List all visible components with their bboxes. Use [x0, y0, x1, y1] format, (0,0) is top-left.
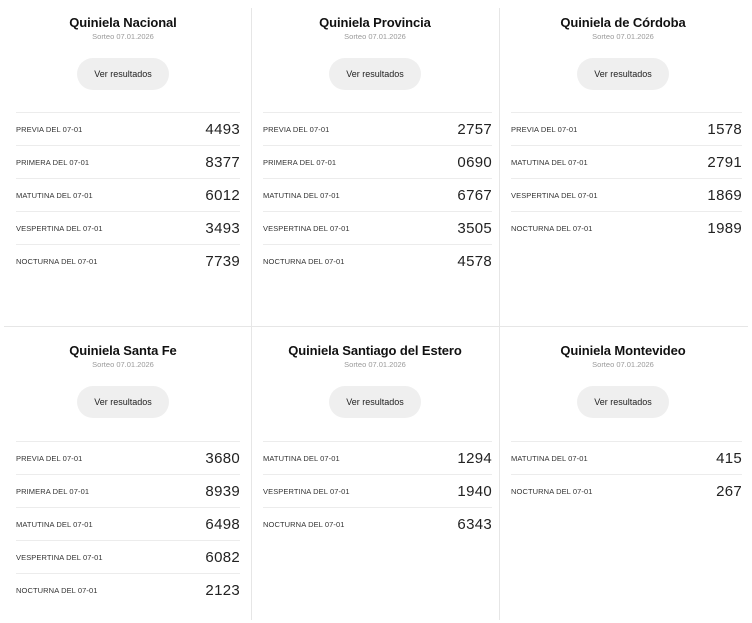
draw-name: NOCTURNA DEL 07-01: [263, 519, 345, 529]
ver-resultados-button[interactable]: Ver resultados: [577, 386, 669, 418]
winning-number: 2123: [205, 581, 240, 599]
draw-date: Sorteo 07.01.2026: [592, 32, 654, 41]
result-row: [263, 211, 492, 244]
results-list: [511, 441, 742, 507]
draw-name: VESPERTINA DEL 07-01: [16, 223, 103, 233]
card-title: Quiniela Provincia: [319, 15, 431, 30]
winning-number: 6082: [205, 548, 240, 566]
draw-name: MATUTINA DEL 07-01: [263, 453, 340, 463]
result-row: [16, 244, 240, 277]
draw-name: MATUTINA DEL 07-01: [16, 519, 93, 529]
draw-name: NOCTURNA DEL 07-01: [16, 585, 98, 595]
ver-resultados-button[interactable]: Ver resultados: [77, 386, 169, 418]
winning-number: 8377: [205, 153, 240, 171]
winning-number: 1294: [457, 449, 492, 467]
card-title: Quiniela de Córdoba: [560, 15, 686, 30]
result-row: [16, 540, 240, 573]
draw-name: VESPERTINA DEL 07-01: [511, 190, 598, 200]
result-row: [511, 474, 742, 507]
card-title: Quiniela Santiago del Estero: [288, 343, 462, 358]
quiniela-card-nacional: [0, 0, 246, 320]
draw-date: Sorteo 07.01.2026: [344, 32, 406, 41]
draw-name: MATUTINA DEL 07-01: [263, 190, 340, 200]
winning-number: 1578: [707, 120, 742, 138]
ver-resultados-button[interactable]: Ver resultados: [329, 386, 421, 418]
card-title: Quiniela Santa Fe: [69, 343, 177, 358]
result-row: [263, 474, 492, 507]
result-row: [16, 211, 240, 244]
winning-number: 6498: [205, 515, 240, 533]
draw-name: VESPERTINA DEL 07-01: [263, 223, 350, 233]
winning-number: 6767: [457, 186, 492, 204]
draw-name: PRIMERA DEL 07-01: [16, 486, 90, 496]
result-row: [511, 441, 742, 474]
result-row: [16, 145, 240, 178]
winning-number: 1869: [707, 186, 742, 204]
draw-name: PREVIA DEL 07-01: [16, 124, 83, 134]
draw-name: PRIMERA DEL 07-01: [16, 157, 90, 167]
winning-number: 267: [716, 482, 742, 500]
draw-name: VESPERTINA DEL 07-01: [263, 486, 350, 496]
draw-date: Sorteo 07.01.2026: [92, 32, 154, 41]
quiniela-card-santa-fe: [0, 328, 246, 623]
result-row: [263, 441, 492, 474]
winning-number: 4493: [205, 120, 240, 138]
draw-name: NOCTURNA DEL 07-01: [263, 256, 345, 266]
draw-name: MATUTINA DEL 07-01: [511, 453, 588, 463]
winning-number: 6012: [205, 186, 240, 204]
result-row: [263, 178, 492, 211]
draw-name: NOCTURNA DEL 07-01: [16, 256, 98, 266]
winning-number: 7739: [205, 252, 240, 270]
draw-date: Sorteo 07.01.2026: [92, 360, 154, 369]
result-row: [16, 474, 240, 507]
winning-number: 415: [716, 449, 742, 467]
results-list: [16, 112, 240, 277]
results-list: [16, 441, 240, 606]
quiniela-card-santiago-del-estero: [252, 328, 498, 623]
winning-number: 2791: [707, 153, 742, 171]
winning-number: 0690: [457, 153, 492, 171]
ver-resultados-button[interactable]: Ver resultados: [577, 58, 669, 90]
result-row: [16, 507, 240, 540]
winning-number: 3493: [205, 219, 240, 237]
result-row: [511, 178, 742, 211]
winning-number: 4578: [457, 252, 492, 270]
result-row: [16, 441, 240, 474]
quiniela-card-provincia: [252, 0, 498, 320]
draw-name: NOCTURNA DEL 07-01: [511, 223, 593, 233]
result-row: [263, 507, 492, 540]
draw-name: NOCTURNA DEL 07-01: [511, 486, 593, 496]
quiniela-card-montevideo: [500, 328, 746, 623]
ver-resultados-button[interactable]: Ver resultados: [77, 58, 169, 90]
winning-number: 3505: [457, 219, 492, 237]
result-row: [511, 112, 742, 145]
quiniela-card-cordoba: [500, 0, 746, 320]
winning-number: 1940: [457, 482, 492, 500]
draw-name: PRIMERA DEL 07-01: [263, 157, 337, 167]
winning-number: 6343: [457, 515, 492, 533]
draw-name: PREVIA DEL 07-01: [16, 453, 83, 463]
result-row: [16, 178, 240, 211]
results-list: [263, 441, 492, 540]
results-list: [263, 112, 492, 277]
draw-date: Sorteo 07.01.2026: [592, 360, 654, 369]
card-title: Quiniela Montevideo: [560, 343, 686, 358]
draw-name: VESPERTINA DEL 07-01: [16, 552, 103, 562]
result-row: [511, 145, 742, 178]
result-row: [263, 145, 492, 178]
draw-name: MATUTINA DEL 07-01: [16, 190, 93, 200]
draw-name: MATUTINA DEL 07-01: [511, 157, 588, 167]
result-row: [263, 244, 492, 277]
result-row: [511, 211, 742, 244]
results-list: [511, 112, 742, 244]
draw-name: PREVIA DEL 07-01: [263, 124, 330, 134]
draw-date: Sorteo 07.01.2026: [344, 360, 406, 369]
ver-resultados-button[interactable]: Ver resultados: [329, 58, 421, 90]
winning-number: 3680: [205, 449, 240, 467]
result-row: [263, 112, 492, 145]
winning-number: 1989: [707, 219, 742, 237]
card-title: Quiniela Nacional: [69, 15, 177, 30]
draw-name: PREVIA DEL 07-01: [511, 124, 578, 134]
winning-number: 2757: [457, 120, 492, 138]
result-row: [16, 573, 240, 606]
winning-number: 8939: [205, 482, 240, 500]
row-divider: [4, 326, 748, 327]
result-row: [16, 112, 240, 145]
